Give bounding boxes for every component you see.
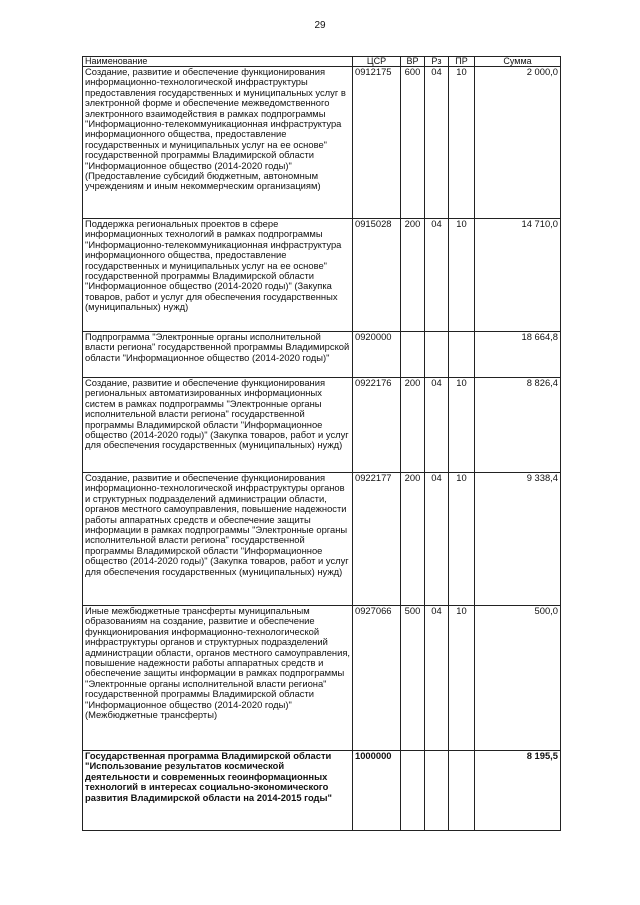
row-rz: 04 [425,473,449,606]
row-name: Создание, развитие и обеспечение функционирования информационно-технологической инфраструктуры предоставления государственных и муниципальных услуг в электронной форме и обеспечение межведомственного электронного взаимодействия в рамках подпрограммы "Информационно-телекоммуникационная инфраструктура информационного общества, предоставление государственных и муниципальных услуг на ее основе" государственной программы Владимирской области "Информационное общество (2014-2020 годы)" (Предоставление субсидий бюджетным, автономным учреждениям и иным некоммерческим организациям) [83,67,353,219]
row-vr: 500 [401,606,425,751]
row-rz [425,751,449,831]
row-code: 0920000 [353,332,401,378]
header-name: Наименование [83,57,353,67]
row-name: Создание, развитие и обеспечение функционирования региональных автоматизированных информационных систем в рамках подпрограммы "Электронные органы исполнительной власти региона" государственной программы Владимирской области "Информационное общество (2014-2020 годы)" (Закупка товаров, работ и услуг для обеспечения государственных (муниципальных) нужд) [83,378,353,473]
row-vr [401,751,425,831]
row-vr [401,332,425,378]
row-sum: 14 710,0 [475,219,561,332]
table-row [83,606,561,751]
row-sum: 8 195,5 [475,751,561,831]
row-vr: 600 [401,67,425,219]
row-name: Подпрограмма "Электронные органы исполнительной власти региона" государственной программы Владимирской области "Информационное общество (2014-2020 годы)" [83,332,353,378]
header-pr: ПР [449,57,475,67]
header-rz: Рз [425,57,449,67]
row-sum: 9 338,4 [475,473,561,606]
header-vr: ВР [401,57,425,67]
row-code: 0922176 [353,378,401,473]
row-pr: 10 [449,473,475,606]
row-pr [449,332,475,378]
table-row [83,219,561,332]
table-row [83,332,561,378]
header-code: ЦСР [353,57,401,67]
row-pr [449,751,475,831]
row-rz: 04 [425,219,449,332]
table-header-row [83,57,561,67]
row-vr: 200 [401,378,425,473]
row-code: 0922177 [353,473,401,606]
row-name: Иные межбюджетные трансферты муниципальным образованиям на создание, развитие и обеспечение функционирования информационно-технологической инфраструктуры органов и структурных подразделений администрации области, органов местного самоуправления, повышение надежности работы аппаратных средств и обеспечение защиты информации в рамках подпрограммы "Электронные органы исполнительной власти региона" государственной программы Владимирской области "Информационное общество (2014-2020 годы)" (Межбюджетные трансферты) [83,606,353,751]
page-number: 29 [314,20,326,31]
table-row [83,473,561,606]
row-pr: 10 [449,606,475,751]
row-code: 1000000 [353,751,401,831]
row-vr: 200 [401,219,425,332]
row-rz: 04 [425,378,449,473]
row-sum: 8 826,4 [475,378,561,473]
row-code: 0927066 [353,606,401,751]
row-pr: 10 [449,67,475,219]
row-pr: 10 [449,378,475,473]
row-vr: 200 [401,473,425,606]
row-sum: 18 664,8 [475,332,561,378]
row-name: Создание, развитие и обеспечение функционирования информационно-технологической инфраструктуры органов и структурных подразделений администрации области, органов местного самоуправления, повышение надежности работы аппаратных средств и обеспечение защиты информации в рамках подпрограммы "Электронные органы исполнительной власти региона" государственной программы Владимирской области "Информационное общество (2014-2020 годы)" (Закупка товаров, работ и услуг для обеспечения государственных (муниципальных) нужд) [83,473,353,606]
table-row [83,67,561,219]
row-sum: 2 000,0 [475,67,561,219]
row-name: Поддержка региональных проектов в сфере информационных технологий в рамках подпрограммы "Информационно-телекоммуникационная инфраструктура информационного общества, предоставление государственных и муниципальных услуг на ее основе" государственной программы Владимирской области "Информационное общество (2014-2020 годы)" (Закупка товаров, работ и услуг для обеспечения государственных (муниципальных) нужд) [83,219,353,332]
header-sum: Сумма [475,57,561,67]
row-sum: 500,0 [475,606,561,751]
row-rz: 04 [425,67,449,219]
row-code: 0912175 [353,67,401,219]
row-rz [425,332,449,378]
table-row [83,378,561,473]
row-rz: 04 [425,606,449,751]
row-name: Государственная программа Владимирской области "Использование результатов космической деятельности и современных геоинформационных технологий в интересах социально-экономического развития Владимирской области на 2014-2015 годы" [83,751,353,831]
budget-table [82,56,561,831]
row-pr: 10 [449,219,475,332]
table-row [83,751,561,831]
row-code: 0915028 [353,219,401,332]
